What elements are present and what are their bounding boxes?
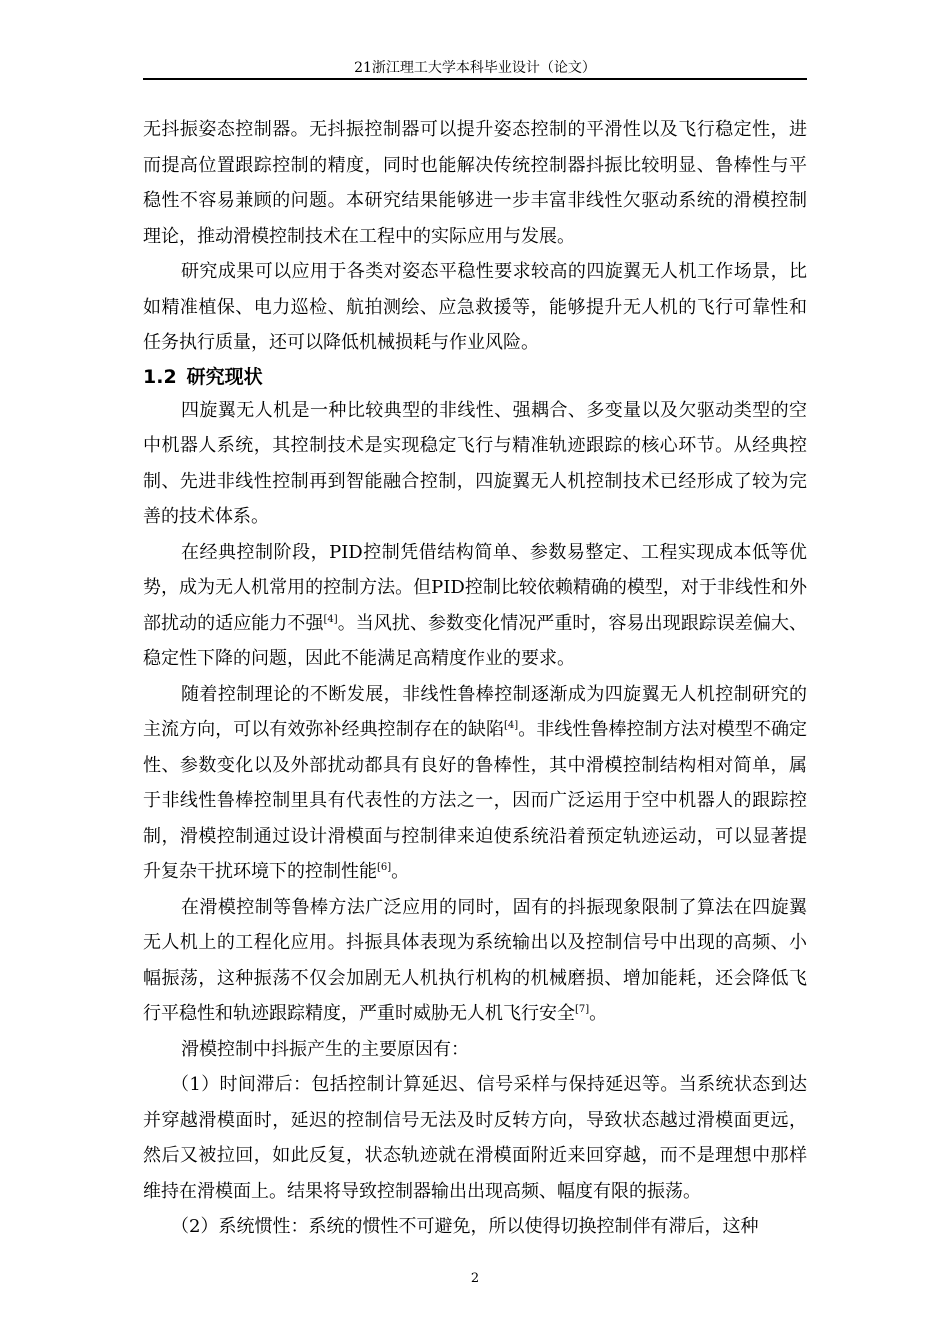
- paragraph-text: 随着控制理论的不断发展，非线性鲁棒控制逐渐成为四旋翼无人机控制研究的主流方向，可以有效弥补经典控制存在的缺陷: [143, 683, 807, 740]
- citation-marker: [6]: [377, 862, 392, 873]
- section-title: 研究现状: [186, 365, 263, 388]
- paragraph-text: 在滑模控制等鲁棒方法广泛应用的同时，固有的抖振现象限制了算法在四旋翼无人机上的工程化应用。抖振具体表现为系统输出以及控制信号中出现的高频、小幅振荡，这种振荡不仅会加剧无人机执行机构的机械磨损、增加能耗，还会降低飞行平稳性和轨迹跟踪精度，严重时威胁无人机飞行安全: [143, 896, 807, 1024]
- citation-marker: [7]: [575, 1004, 590, 1015]
- page-header-title: 21浙江理工大学本科毕业设计（论文）: [354, 60, 596, 76]
- body-paragraph: 无抖振姿态控制器。无抖振控制器可以提升姿态控制的平滑性以及飞行稳定性，进而提高位置跟踪控制的精度，同时也能解决传统控制器抖振比较明显、鲁棒性与平稳性不容易兼顾的问题。本研究结果能够进一步丰富非线性欠驱动系统的滑模控制理论，推动滑模控制技术在工程中的实际应用与发展。: [143, 119, 807, 247]
- list-item: （1）时间滞后：包括控制计算延迟、信号采样与保持延迟等。当系统状态到达并穿越滑模面时，延迟的控制信号无法及时反转方向，导致状态越过滑模面更远，然后又被拉回，如此反复，状态轨迹就在滑模面附近来回穿越，而不是理想中那样维持在滑模面上。结果将导致控制器输出出现高频、幅度有限的振荡。: [143, 1074, 807, 1202]
- body-paragraph: [143, 535, 807, 677]
- section-number: 1.2: [143, 365, 177, 388]
- body-paragraph: [143, 890, 807, 1032]
- paragraph-text: 。当风扰、参数变化情况严重时，容易出现跟踪误差偏大、稳定性下降的问题，因此不能满足高精度作业的要求。: [143, 612, 808, 669]
- body-paragraph: 四旋翼无人机是一种比较典型的非线性、强耦合、多变量以及欠驱动类型的空中机器人系统，其控制技术是实现稳定飞行与精准轨迹跟踪的核心环节。从经典控制、先进非线性控制再到智能融合控制，四旋翼无人机控制技术已经形成了较为完善的技术体系。: [143, 399, 807, 527]
- paragraph-text: 。: [391, 861, 410, 882]
- body-paragraph: 研究成果可以应用于各类对姿态平稳性要求较高的四旋翼无人机工作场景，比如精准植保、电力巡检、航拍测绘、应急救援等，能够提升无人机的飞行可靠性和任务执行质量，还可以降低机械损耗与作业风险。: [143, 261, 807, 353]
- citation-marker: [4]: [323, 613, 338, 625]
- header-divider: [143, 78, 807, 80]
- paragraph-text: 。非线性鲁棒控制方法对模型不确定性、参数变化以及外部扰动都具有良好的鲁棒性，其中滑模控制结构相对简单，属于非线性鲁棒控制里具有代表性的方法之一，因而广泛运用于空中机器人的跟踪控制，滑模控制通过设计滑模面与控制律来迫使系统沿着预定轨迹运动，可以显著提升复杂干扰环境下的控制性能: [143, 719, 807, 882]
- paragraph-text: 在经典控制阶段，PID控制凭借结构简单、参数易整定、工程实现成本低等优势，成为无人机常用的控制方法。但PID控制比较依赖精确的模型，对于非线性和外部扰动的适应能力不强: [143, 541, 807, 634]
- paragraph-text: 。: [589, 1003, 608, 1024]
- body-paragraph: 滑模控制中抖振产生的主要原因有：: [181, 1038, 469, 1060]
- citation-marker: [4]: [504, 720, 519, 731]
- section-heading: [143, 361, 807, 393]
- list-item: （2）系统惯性：系统的惯性不可避免，所以使得切换控制伴有滞后，这种: [171, 1216, 759, 1237]
- body-paragraph: [143, 677, 807, 890]
- document-body: [143, 112, 807, 1245]
- page-number: 2: [470, 1271, 480, 1286]
